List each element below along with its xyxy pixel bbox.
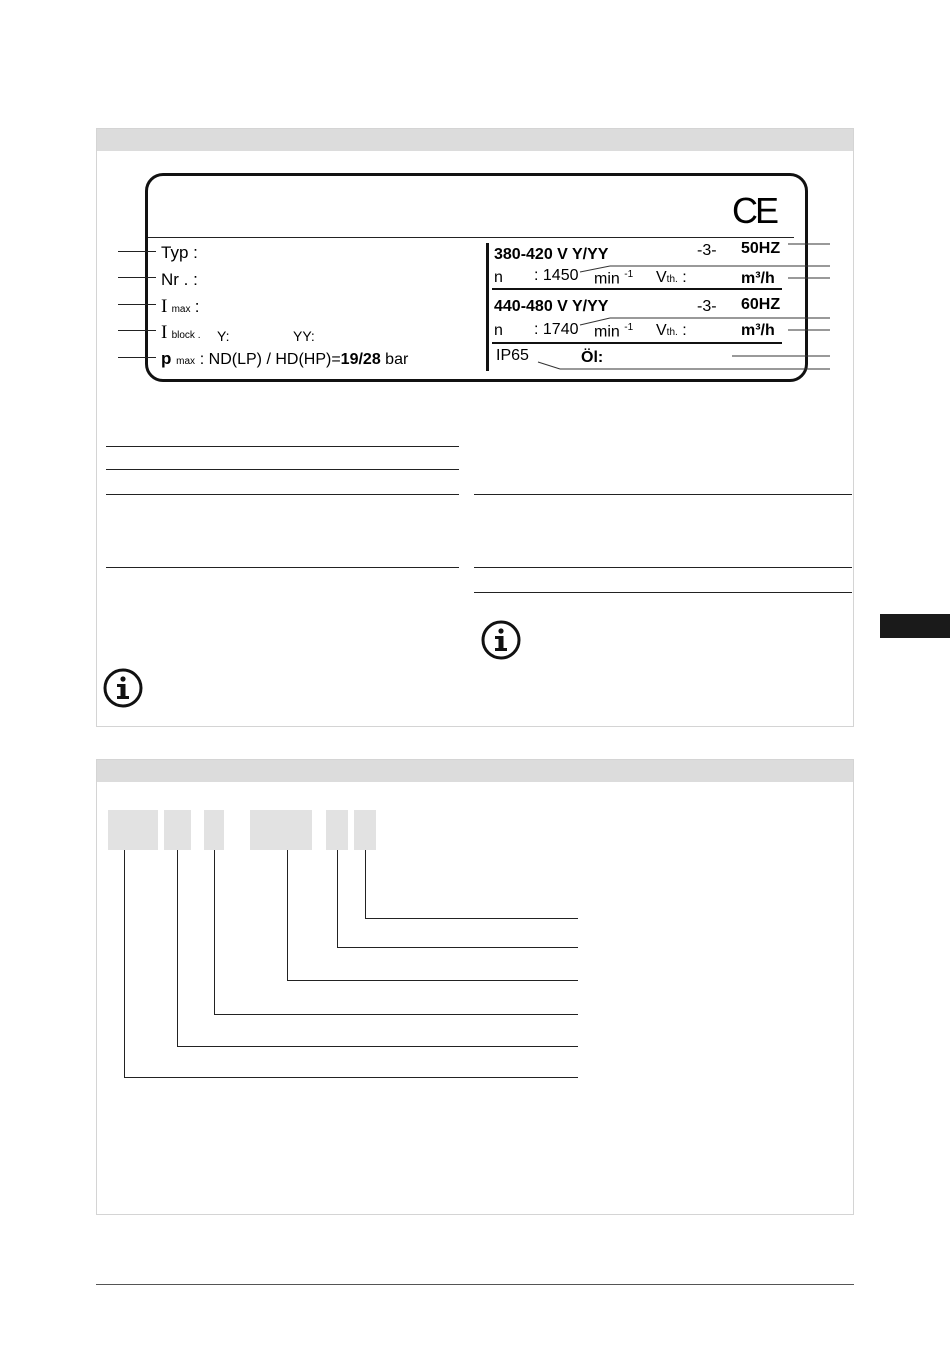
phase-50: -3-	[697, 242, 717, 259]
type-code-leader-2-h	[177, 1046, 578, 1047]
callout-line-left-1	[118, 251, 156, 252]
iblock-main: I	[161, 322, 168, 343]
right-column-bar	[486, 243, 489, 371]
min-50-text: min	[594, 270, 620, 288]
freq-50: 50HZ	[741, 240, 781, 257]
type-code-leader-3-v	[214, 850, 215, 1014]
callout-line-left-3	[118, 304, 156, 305]
type-code-segment-2	[164, 810, 191, 850]
imax-main: I	[161, 296, 168, 317]
min-60-text: min	[594, 323, 620, 341]
table-rule-4	[106, 567, 459, 568]
iblock-yy: YY:	[293, 328, 315, 344]
vth-50-sub: th.	[666, 274, 678, 285]
type-code-leader-5-h	[337, 947, 578, 948]
table-rule-5	[474, 494, 852, 495]
vth-60-sub: th.	[666, 327, 678, 338]
pmax-value: 19/28	[340, 351, 381, 368]
type-code-leader-2-v	[177, 850, 178, 1046]
type-code-leader-4-h	[287, 980, 578, 981]
n-label-60: n	[494, 322, 503, 339]
type-code-leader-6-h	[365, 918, 578, 919]
type-code-segment-6	[354, 810, 376, 850]
vth-50-colon: :	[682, 269, 687, 286]
footer-rule	[96, 1284, 854, 1285]
pmax-label	[161, 349, 408, 369]
type-code-segment-3	[204, 810, 224, 850]
iblock-label	[161, 322, 200, 344]
table-rule-7	[474, 592, 852, 593]
type-code-segment-5	[326, 810, 348, 850]
flow-unit-60: m³/h	[741, 322, 775, 339]
pmax-main: p	[161, 349, 172, 368]
vth-60-colon: :	[682, 322, 687, 339]
iblock-y: Y:	[217, 328, 230, 344]
chapter-side-tab	[880, 614, 950, 638]
imax-colon: :	[194, 297, 200, 316]
pmax-unit: bar	[380, 351, 409, 368]
callout-line-left-4	[118, 330, 156, 331]
iblock-sub: block .	[171, 330, 201, 341]
type-code-leader-1-h	[124, 1077, 578, 1078]
ce-mark: CE	[732, 190, 777, 231]
vth-60-main: V	[656, 322, 667, 339]
info-icon	[480, 619, 522, 661]
oil-label: Öl:	[581, 349, 604, 366]
typ-label: Typ :	[161, 243, 198, 262]
min-60-exp: -1	[624, 322, 634, 333]
voltage-50: 380-420 V Y/YY	[494, 246, 609, 263]
table-rule-6	[474, 567, 852, 568]
table-rule-2	[106, 469, 459, 470]
pmax-text: : ND(LP) / HD(HP)=	[199, 351, 341, 368]
vth-50-main: V	[656, 269, 667, 286]
pmax-sub: max	[176, 356, 196, 367]
type-code-leader-6-v	[365, 850, 366, 918]
nameplate-panel-header	[97, 129, 853, 151]
type-code-leader-1-v	[124, 850, 125, 1077]
protection-label: IP65	[496, 347, 529, 364]
type-code-segment-4	[250, 810, 312, 850]
type-code-panel-header	[97, 760, 853, 782]
callout-lines-right	[520, 230, 840, 380]
type-code-leader-4-v	[287, 850, 288, 980]
nr-label: Nr . :	[161, 270, 198, 289]
imax-label	[161, 296, 199, 318]
type-code-leader-5-v	[337, 850, 338, 947]
table-rule-1	[106, 446, 459, 447]
freq-60: 60HZ	[741, 296, 781, 313]
table-rule-3	[106, 494, 459, 495]
flow-unit-50: m³/h	[741, 270, 775, 287]
callout-line-left-2	[118, 277, 156, 278]
type-code-segment-1	[108, 810, 158, 850]
speed-60: : 1740	[534, 321, 579, 338]
n-label-50: n	[494, 269, 503, 286]
callout-line-left-5	[118, 357, 156, 358]
min-50-exp: -1	[624, 269, 634, 280]
info-icon	[102, 667, 144, 709]
phase-60: -3-	[697, 298, 717, 315]
speed-50: : 1450	[534, 267, 579, 284]
voltage-60: 440-480 V Y/YY	[494, 298, 609, 315]
type-code-leader-3-h	[214, 1014, 578, 1015]
imax-sub: max	[171, 304, 191, 315]
